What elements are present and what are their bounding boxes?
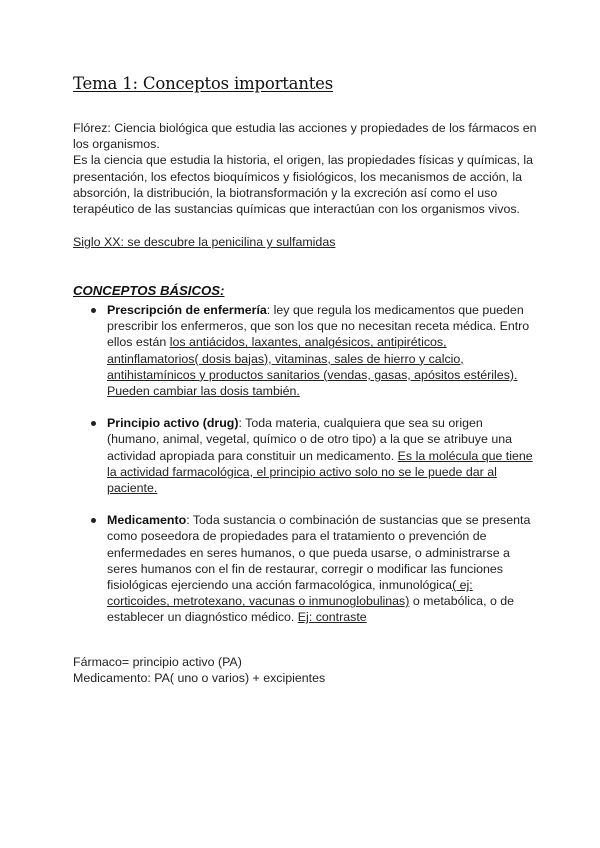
list-item-prescripcion bbox=[73, 302, 533, 399]
underlined-medicamento-examples: ( ej: corticoides, metrotexano, vacunas o inmunoglobulinas) bbox=[107, 578, 473, 609]
medicamento-formula: Medicamento: PA( uno o varios) + excipientes bbox=[73, 671, 326, 686]
underlined-prescripcion: los antiácidos, laxantes, analgésicos, antipiréticos, antinflamatorios( dosis bajas), vitaminas, sales de hierro y calcio, antihistamínicos y productos sanitarios (vendas, gasas, apósitos estériles). Pueden cambiar las dosis también. bbox=[107, 335, 518, 399]
text-medicamento-2: o metabólica, o de establecer un diagnóstico médico. bbox=[107, 594, 515, 625]
underlined-principio: Es la molécula que tiene la actividad farmacológica, el principio activo solo no se le puede dar al paciente. bbox=[107, 448, 533, 496]
intro-definition: Flórez: Ciencia biológica que estudia las acciones y propiedades de los fármacos en los organismos. bbox=[73, 121, 537, 152]
text-medicamento: : Toda sustancia o combinación de sustancias que se presenta como poseedora de propiedades para el tratamiento o prevención de enfermedades en seres humanos, o que pueda usarse, o administrarse a seres humanos con el fin de restaurar, corregir o modificar las funciones fisiológicas ejerciendo una acción farmacológica, inmunológica bbox=[107, 513, 531, 593]
siglo-xx-note: Siglo XX: se descubre la penicilina y sulfamidas bbox=[73, 235, 336, 249]
intro-block bbox=[73, 120, 543, 217]
page-title: Tema 1: Conceptos importantes bbox=[73, 74, 334, 93]
footer-notes bbox=[73, 654, 325, 686]
underlined-medicamento-contraste: Ej: contraste bbox=[297, 610, 367, 625]
term-principio: Principio activo (drug) bbox=[107, 416, 239, 431]
farmaco-formula: Fármaco= principio activo (PA) bbox=[73, 655, 242, 669]
term-medicamento: Medicamento bbox=[107, 513, 187, 528]
section-heading: CONCEPTOS BÁSICOS: bbox=[73, 283, 225, 298]
term-prescripcion: Prescripción de enfermería bbox=[107, 303, 267, 317]
list-item-medicamento bbox=[73, 512, 533, 625]
intro-description: Es la ciencia que estudia la historia, el origen, las propiedades físicas y químicas, la presentación, los efectos bioquímicos y fisiológicos, los mecanismos de acción, la absorción, la distribución, la biotransformación y la excreción así como el uso terapéutico de las sustancias químicas que interactúan con los organismos vivos. bbox=[73, 153, 534, 217]
list-item-principio bbox=[73, 415, 533, 496]
text-prescripcion: : ley que regula los medicamentos que pueden prescribir los enfermeros, que son los que no necesitan receta médica. Entro ellos están bbox=[107, 303, 530, 350]
concepts-list bbox=[73, 302, 533, 642]
text-principio: : Toda materia, cualquiera que sea su origen (humano, animal, vegetal, químico o de otro tipo) a la que se atribuye una actividad apropiada para constituir un medicamento. bbox=[107, 416, 513, 463]
